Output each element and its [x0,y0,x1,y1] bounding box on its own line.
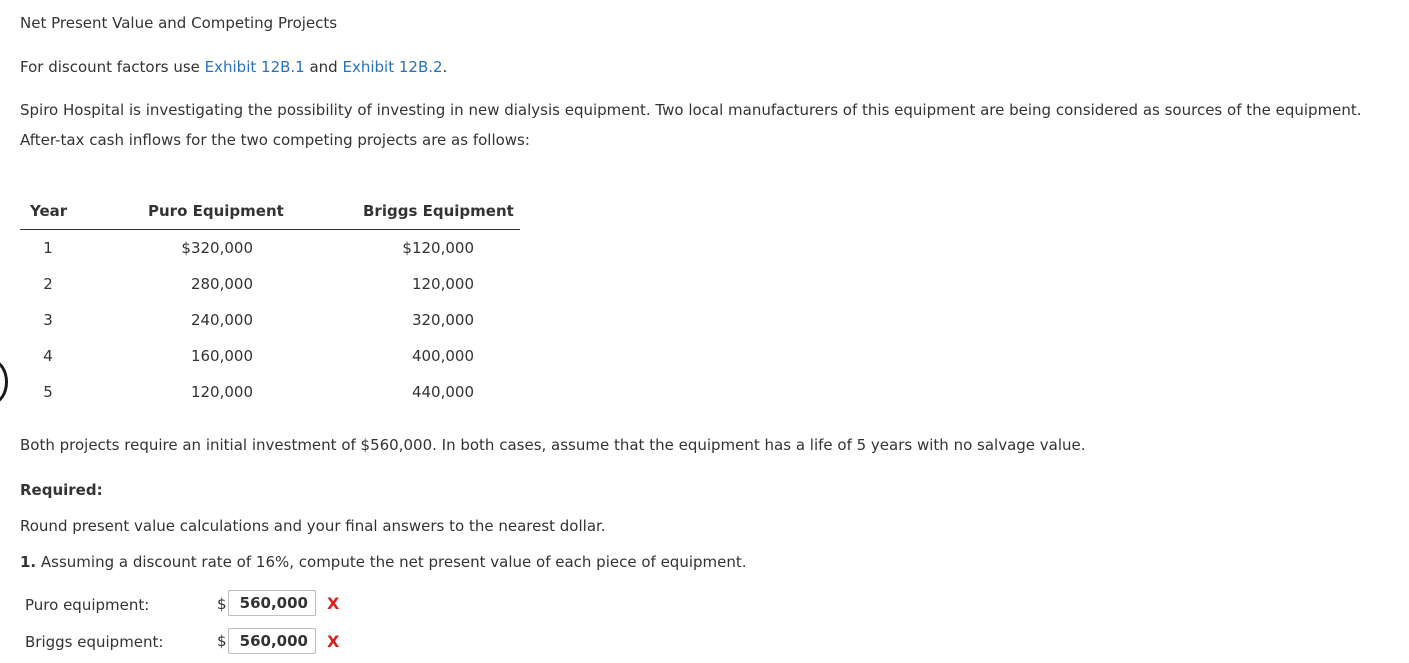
row3-briggs: 320,000 [411,311,474,329]
side-navigation-arc [0,360,8,404]
row3-year: 3 [43,311,53,329]
header-briggs: Briggs Equipment [363,202,514,220]
row5-year: 5 [43,383,53,401]
row5-briggs: 440,000 [411,383,474,401]
row1-briggs: $120,000 [402,239,474,257]
row4-briggs: 400,000 [411,347,474,365]
header-puro: Puro Equipment [148,202,284,220]
row4-puro: 160,000 [190,347,253,365]
briggs-incorrect-icon: X [327,632,340,651]
row3-puro: 240,000 [190,311,253,329]
briggs-equipment-label: Briggs equipment: [25,633,164,651]
row4-year: 4 [43,347,53,365]
question-1-number: 1. [20,553,37,571]
row5-puro: 120,000 [190,383,253,401]
required-heading: Required: [20,481,103,499]
row2-year: 2 [43,275,53,293]
discount-prefix: For discount factors use [20,58,205,76]
investment-text: Both projects require an initial investment of $560,000. In both cases, assume that the equipment has a life of 5 years with no salvage value. [20,436,1086,454]
puro-incorrect-icon: X [327,594,340,613]
rounding-note: Round present value calculations and your final answers to the nearest dollar. [20,517,606,535]
row1-puro: $320,000 [181,239,253,257]
briggs-currency-symbol: $ [217,632,227,650]
discount-factors-line [20,58,447,76]
puro-currency-symbol: $ [217,595,227,613]
discount-middle: and [304,58,343,76]
intro-line-2: After-tax cash inflows for the two competing projects are as follows: [20,131,530,149]
exhibit-12b2-link[interactable]: Exhibit 12B.2 [342,58,443,76]
page-title: Net Present Value and Competing Projects [20,14,338,32]
discount-suffix: . [442,58,448,76]
exhibit-12b1-link[interactable]: Exhibit 12B.1 [204,58,305,76]
briggs-npv-input[interactable]: 560,000 [228,628,316,654]
row2-puro: 280,000 [190,275,253,293]
header-year: Year [30,202,68,220]
puro-npv-input[interactable]: 560,000 [228,590,316,616]
intro-line-1: Spiro Hospital is investigating the possibility of investing in new dialysis equipment. Two local manufacturers of this equipment are being considered as sources of the equipment. [20,101,1362,119]
header-divider [20,229,520,230]
row2-briggs: 120,000 [411,275,474,293]
question-1 [20,553,747,571]
question-1-text: Assuming a discount rate of 16%, compute the net present value of each piece of equipment. [36,553,747,571]
row1-year: 1 [43,239,53,257]
puro-equipment-label: Puro equipment: [25,596,150,614]
